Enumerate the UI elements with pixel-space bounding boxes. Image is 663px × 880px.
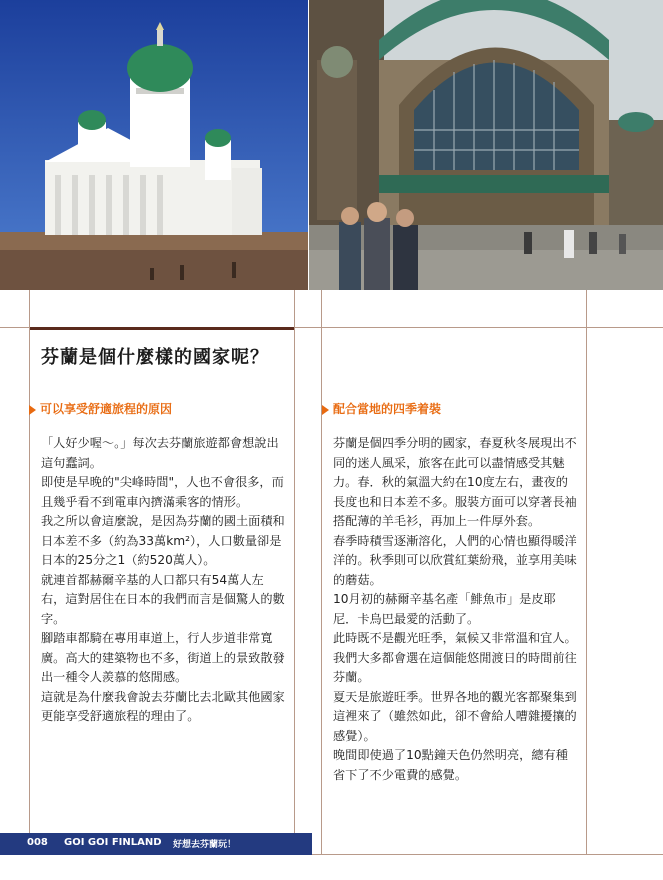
section-heading-right-text: 配合當地的四季着裝 (333, 402, 442, 416)
cathedral-photo (0, 0, 308, 290)
section-heading-left (29, 400, 172, 417)
triangle-bullet-icon (29, 405, 36, 415)
frame-right-line (586, 290, 587, 855)
title-rule (30, 327, 294, 330)
footer-tagline: 好想去芬蘭玩！ (173, 840, 237, 850)
paragraph: 「人好少喔～。」每次去芬蘭旅遊都會想說出這句蠢詞。 (41, 436, 279, 470)
frame-bottom-line (312, 854, 663, 855)
paragraph: 芬蘭是個四季分明的國家，春夏秋冬展現出不同的迷人風采，旅客在此可以盡情感受其魅力。春．秋的氣溫大約在10度左右，畫夜的長度也和日本差不多。服裝方面可以穿著長袖搭配薄的羊毛衫，再加上一件厚外套。 (333, 436, 577, 528)
section-heading-right (322, 400, 441, 417)
left-column-text (41, 434, 286, 727)
paragraph: 10月初的赫爾辛基名產「鯡魚市」是皮耶尼．卡烏巴最愛的活動了。 (333, 592, 556, 626)
paragraph: 即使是早晚的"尖峰時間"，人也不會很多，而且幾乎看不到電車內擠滿乘客的情形。 (41, 475, 284, 509)
section-heading-left-text: 可以享受舒適旅程的原因 (40, 402, 173, 416)
paragraph: 這就是為什麼我會說去芬蘭比去北歐其他國家更能享受舒適旅程的理由了。 (41, 689, 285, 723)
paragraph: 此時既不是觀光旺季，氣候又非常溫和宜人。我們大多都會選在這個能悠閒渡日的時間前往芬蘭。 (333, 631, 577, 684)
series-title: GOI GOI FINLAND (64, 837, 162, 848)
paragraph: 腳踏車都騎在專用車道上，行人步道非常寬廣。高大的建築物也不多，街道上的景致散發出一種令人羨慕的悠閒感。 (41, 631, 285, 684)
paragraph: 春季時積雪逐漸溶化，人們的心情也顯得暖洋洋的。秋季則可以欣賞紅葉紛飛，並享用美味的蘑菇。 (333, 533, 577, 587)
frame-middle-line (294, 290, 295, 855)
frame-left-line (29, 290, 30, 855)
page-title: 芬蘭是個什麼樣的國家呢？ (41, 347, 269, 368)
paragraph: 晚間即使過了10點鐘天色仍然明亮，總有種省下了不少電費的感覺。 (333, 748, 568, 782)
footer-bar (0, 833, 312, 855)
page-number: 008 (27, 837, 48, 848)
right-column-text (333, 434, 579, 785)
paragraph: 我之所以會這麼說，是因為芬蘭的國土面積和日本差不多（約為33萬km²），人口數量卻是日本的25分之1（約520萬人）。 (41, 514, 285, 567)
paragraph: 夏天是旅遊旺季。世界各地的觀光客都聚集到這裡來了（雖然如此，卻不會給人嘈雜擾攘的感覺）。 (333, 689, 577, 743)
railway-station-photo (309, 0, 663, 290)
frame-middle-line-2 (321, 290, 322, 855)
triangle-bullet-icon (322, 405, 329, 415)
paragraph: 就連首都赫爾辛基的人口都只有54萬人左右，這對居住在日本的我們而言是個驚人的數字。 (41, 572, 285, 626)
